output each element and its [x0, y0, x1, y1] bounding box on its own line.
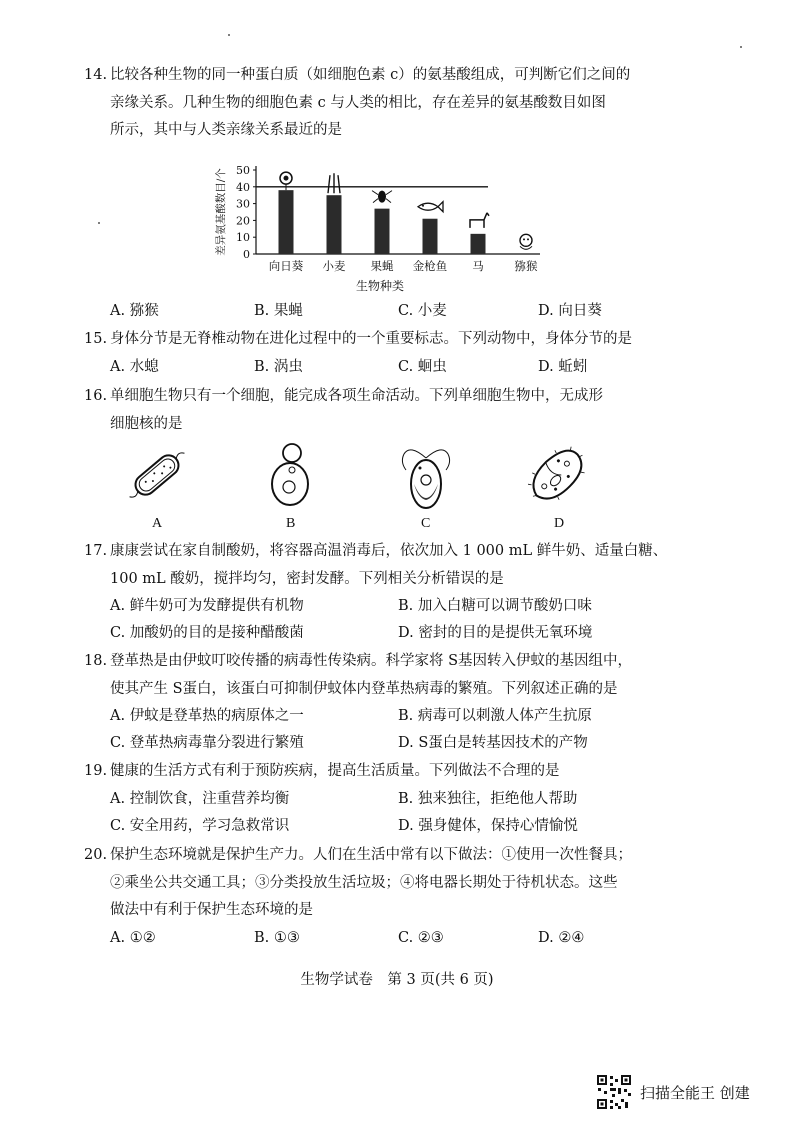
option-d[interactable]: D. 强身健体，保持心情愉悦	[398, 817, 578, 834]
question-number: 19.	[84, 763, 108, 779]
organism-icon	[328, 173, 340, 193]
y-tick-label: 30	[236, 197, 250, 211]
bar	[279, 190, 294, 254]
option-b[interactable]: B. ①③	[254, 929, 300, 946]
scan-speck	[98, 222, 100, 224]
y-tick-label: 40	[236, 180, 250, 194]
option-d[interactable]: D. 向日葵	[538, 303, 602, 319]
figure-label-d: D	[554, 516, 565, 531]
bar	[471, 234, 486, 254]
option-b[interactable]: B. 病毒可以刺激人体产生抗原	[398, 708, 592, 724]
x-tick-label: 猕猴	[514, 259, 538, 273]
question-text: 100 mL 酸奶，搅拌均匀，密封发酵。下列相关分析错误的是	[110, 570, 504, 587]
x-tick-label: 小麦	[322, 259, 346, 273]
option-a[interactable]: A. 鲜牛奶可为发酵提供有机物	[110, 598, 304, 614]
question-text: ②乘坐公共交通工具；③分类投放生活垃圾；④将电器长期处于待机状态。这些	[110, 874, 618, 891]
question-text: 比较各种生物的同一种蛋白质（如细胞色素 c）的氨基酸组成，可判断它们之间的	[110, 67, 631, 83]
option-a[interactable]: A. 控制饮食，注重营养均衡	[110, 790, 290, 807]
option-b[interactable]: B. 涡虫	[254, 358, 303, 375]
option-d[interactable]: D. 密封的目的是提供无氧环境	[398, 625, 593, 641]
yeast-figure[interactable]	[262, 440, 318, 510]
option-c[interactable]: C. 安全用药，学习急救常识	[110, 817, 290, 834]
option-a[interactable]: A. 猕猴	[110, 303, 159, 319]
question-20	[84, 842, 684, 952]
question-14	[84, 62, 684, 145]
option-a[interactable]: A. ①②	[110, 929, 156, 946]
option-c[interactable]: C. 小麦	[398, 303, 447, 319]
y-tick-label: 50	[236, 164, 250, 177]
question-number: 17.	[84, 543, 108, 559]
bar	[327, 195, 342, 254]
scanner-label: 扫描全能王 创建	[640, 1084, 750, 1102]
option-d[interactable]: D. S蛋白是转基因技术的产物	[398, 735, 588, 751]
question-19	[84, 758, 684, 840]
option-c[interactable]: C. 登革热病毒靠分裂进行繁殖	[110, 735, 304, 751]
chlamydomonas-figure[interactable]	[398, 440, 454, 514]
y-tick-label: 20	[236, 214, 250, 228]
question-text: 所示，其中与人类亲缘关系最近的是	[110, 122, 342, 138]
option-b[interactable]: B. 果蝇	[254, 303, 303, 319]
question-16	[84, 383, 684, 438]
question-number: 15.	[84, 331, 108, 347]
option-c[interactable]: C. 加酸奶的目的是接种醋酸菌	[110, 625, 304, 641]
question-text: 身体分节是无脊椎动物在进化过程中的一个重要标志。下列动物中，身体分节的是	[110, 331, 632, 347]
question-18	[84, 648, 684, 757]
option-c[interactable]: C. ②③	[398, 929, 444, 946]
question-17	[84, 538, 684, 647]
organism-icon	[372, 191, 392, 203]
question-text: 使其产生 S蛋白，该蛋白可抑制伊蚊体内登革热病毒的繁殖。下列叙述正确的是	[110, 680, 618, 697]
amino-acid-difference-chart	[200, 150, 540, 300]
question-text: 细胞核的是	[110, 415, 183, 432]
organism-icon	[470, 213, 489, 228]
question-15	[84, 326, 684, 381]
qr-code-icon[interactable]	[596, 1074, 632, 1110]
option-b[interactable]: B. 加入白糖可以调节酸奶口味	[398, 598, 592, 614]
question-number: 14.	[84, 67, 108, 83]
x-tick-label: 金枪鱼	[412, 259, 448, 273]
question-number: 18.	[84, 653, 108, 669]
option-d[interactable]: D. 蚯蚓	[538, 358, 588, 375]
organism-icon	[520, 234, 532, 249]
organism-icon	[418, 202, 443, 212]
question-text: 康康尝试在家自制酸奶，将容器高温消毒后，依次加入 1 000 mL 鲜牛奶、适量白糖、	[110, 543, 668, 559]
y-tick-label: 10	[236, 231, 250, 245]
bar-chart-svg	[200, 150, 540, 300]
bacterium-figure[interactable]	[122, 440, 192, 510]
x-tick-label: 马	[472, 259, 484, 273]
scan-speck	[228, 34, 230, 36]
option-a[interactable]: A. 水螅	[110, 358, 159, 375]
question-text: 做法中有利于保护生态环境的是	[110, 902, 313, 918]
option-c[interactable]: C. 蛔虫	[398, 358, 447, 375]
organism-icon	[280, 172, 292, 190]
paramecium-figure[interactable]	[522, 440, 592, 510]
question-14-options	[84, 298, 684, 325]
question-text: 亲缘关系。几种生物的细胞色素 c 与人类的相比，存在差异的氨基酸数目如图	[110, 94, 606, 111]
x-tick-label: 向日葵	[268, 259, 304, 273]
question-text: 健康的生活方式有利于预防疾病，提高生活质量。下列做法不合理的是	[110, 763, 560, 779]
option-a[interactable]: A. 伊蚊是登革热的病原体之一	[110, 708, 304, 724]
bar	[423, 219, 438, 254]
x-axis-label: 生物种类	[356, 279, 405, 293]
question-text: 保护生态环境就是保护生产力。人们在生活中常有以下做法：①使用一次性餐具；	[110, 847, 632, 863]
scanner-watermark	[596, 1074, 776, 1110]
y-tick-label: 0	[243, 248, 250, 261]
question-text: 登革热是由伊蚊叮咬传播的病毒性传染病。科学家将 S基因转入伊蚊的基因组中，	[110, 653, 633, 669]
x-tick-label: 果蝇	[370, 259, 394, 273]
figure-label-c: C	[421, 516, 431, 531]
question-number: 16.	[84, 388, 108, 404]
question-number: 20.	[84, 847, 108, 863]
bar	[375, 209, 390, 254]
option-d[interactable]: D. ②④	[538, 929, 585, 946]
figure-label-b: B	[286, 516, 296, 531]
figure-label-a: A	[152, 516, 163, 531]
question-text: 单细胞生物只有一个细胞，能完成各项生命活动。下列单细胞生物中，无成形	[110, 388, 603, 404]
scan-speck	[740, 46, 742, 48]
option-b[interactable]: B. 独来独往，拒绝他人帮助	[398, 790, 578, 807]
page-footer: 生物学试卷 第 3 页(共 6 页)	[300, 972, 494, 988]
y-axis-label: 差异氨基酸数目/个	[215, 168, 227, 256]
